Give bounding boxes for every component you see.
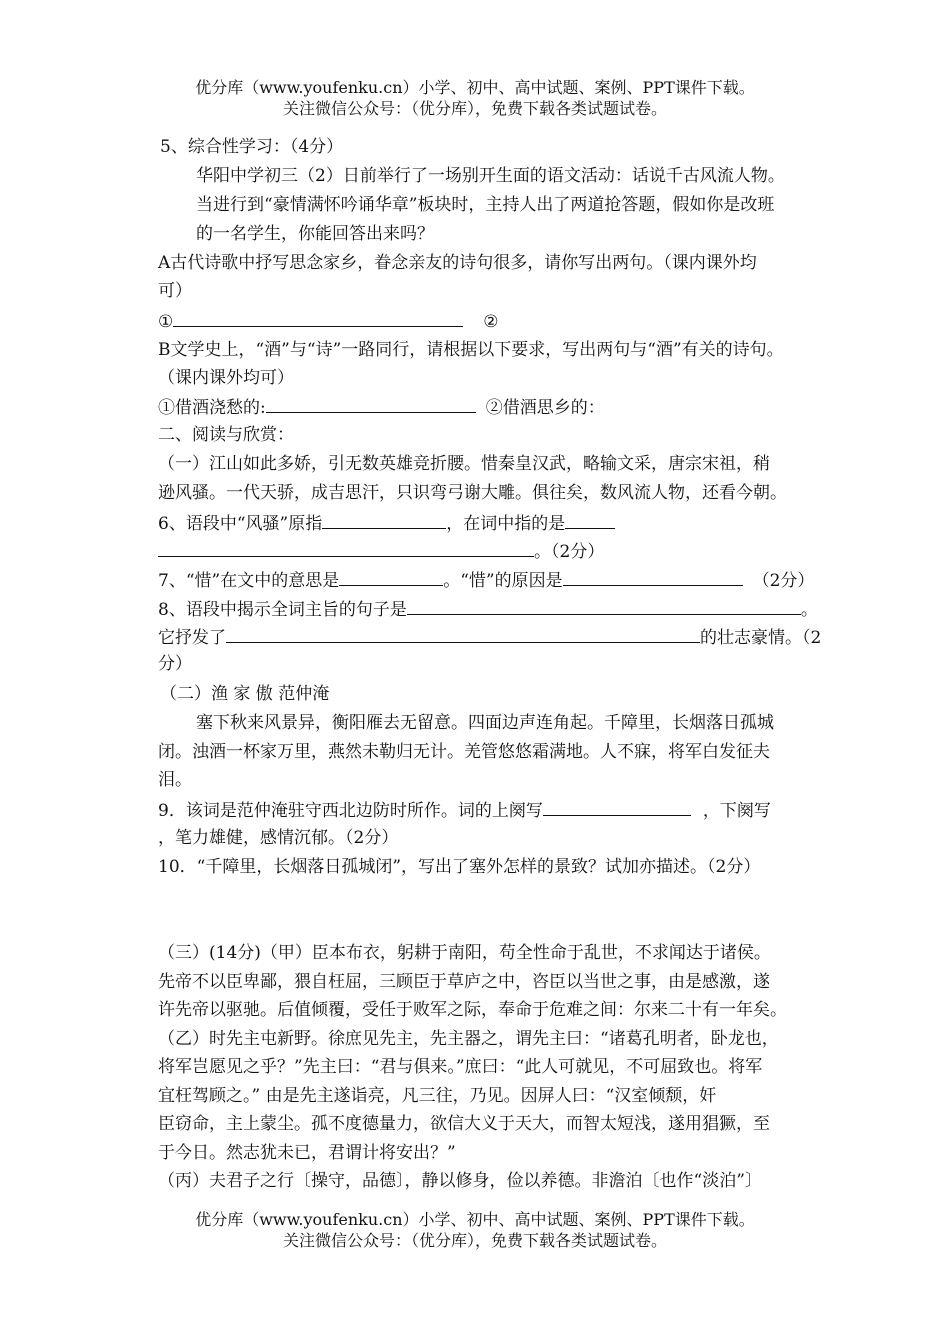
q7-blank-1[interactable]	[339, 567, 443, 586]
q9-row-2: ，笔力雄健，感情沉郁。（2分）	[158, 828, 399, 848]
q6-row	[158, 510, 615, 536]
q5b-label-2: ②借酒思乡的：	[485, 398, 605, 418]
part-3-line-9: （丙）夫君子之行〔操守，品德〕，静以修身，俭以养德。非澹泊〔也作“淡泊”〕	[158, 1171, 762, 1191]
q5a-blank-1[interactable]	[173, 308, 463, 327]
q5b-answer-row	[158, 394, 605, 420]
q6-prompt-2: ，在词中指的是	[446, 514, 566, 534]
q5a-line-2: 可）	[158, 281, 192, 301]
footer-line-1: 优分库（www.youfenku.cn）小学、初中、高中试题、案例、PPT课件下载。	[195, 1210, 755, 1229]
q6-blank-2[interactable]	[565, 510, 615, 529]
part-3-line-8: 于今日。然志犹未已，君谓计将安出？”	[158, 1143, 456, 1163]
q7-points: （2分）	[752, 571, 815, 591]
q8-points: 分）	[158, 654, 192, 674]
q10-prompt: 10．“千障里，长烟落日孤城闭”，写出了塞外怎样的景致？试加亦描述。（2分）	[158, 857, 761, 877]
q8-row-2	[158, 624, 821, 650]
q8-prompt-2: 它抒发了	[158, 628, 226, 648]
q9-row	[158, 797, 771, 823]
q8-row	[158, 596, 818, 622]
q6-prompt: 6、语段中“风骚”原指	[158, 514, 323, 534]
part-3-line-2: 先帝不以臣卑鄙，猥自枉屈，三顾臣于草庐之中，咨臣以当世之事，由是感激，遂	[158, 972, 770, 992]
q5-intro-line-3: 的一名学生，你能回答出来吗？	[196, 224, 434, 244]
section-2-title: 二、阅读与欣赏：	[158, 425, 294, 445]
part-3-line-4: （乙）时先主屯新野。徐庶见先主，先主器之，谓先主曰：“诸葛孔明者，卧龙也，	[158, 1029, 779, 1049]
q5a-answer-row	[158, 308, 499, 334]
part-3-line-1: （三）(14分)（甲）臣本布衣，躬耕于南阳，苟全性命于乱世，不求闻达于诸侯。	[158, 943, 771, 963]
q6-blank-1[interactable]	[322, 510, 446, 529]
q6-row-2	[158, 538, 604, 564]
q8-blank-2[interactable]	[226, 624, 700, 643]
header-line-1: 优分库（www.youfenku.cn）小学、初中、高中试题、案例、PPT课件下载。	[195, 78, 755, 97]
q5-intro-line-2: 当进行到“豪情满怀吟诵华章”板块时，主持人出了两道抢答题，假如你是改班	[196, 195, 775, 215]
q5-intro-line-1: 华阳中学初三（2）日前举行了一场别开生面的语文活动：话说千古风流人物。	[196, 166, 785, 186]
q7-blank-2[interactable]	[563, 567, 743, 586]
q5-title: 5、综合性学习：（4分）	[160, 137, 344, 157]
q7-prompt-2: 。“惜”的原因是	[443, 571, 563, 591]
passage-2-line-2: 闭。浊酒一杯家万里，燕然未勒归无计。羌管悠悠霜满地。人不寐，将军白发征夫	[158, 742, 770, 762]
q5b-label-1: ①借酒浇愁的:	[158, 398, 266, 418]
q5b-line-2: （课内课外均可）	[158, 368, 294, 388]
passage-2-line-1: 塞下秋来风景异，衡阳雁去无留意。四面边声连角起。千障里，长烟落日孤城	[196, 713, 774, 733]
q7-row	[158, 567, 814, 593]
part-3-line-3: 许先帝以驱驰。后值倾覆，受任于败军之际，奉命于危难之间：尔来二十有一年矣。	[158, 1000, 787, 1020]
passage-2-title: （二）渔 家 傲 范仲淹	[160, 684, 330, 704]
q8-blank-1[interactable]	[407, 596, 801, 615]
passage-1-line-1: （一）江山如此多娇，引无数英雄竞折腰。惜秦皇汉武，略输文采，唐宗宋祖，稍	[158, 454, 770, 474]
passage-2-line-3: 泪。	[158, 770, 192, 790]
q9-prompt-2: ，下阕写	[702, 801, 771, 821]
header-line-2: 关注微信公众号：（优分库），免费下载各类试题试卷。	[282, 99, 667, 118]
part-3-line-7: 臣窃命，主上蒙尘。孤不度德量力，欲信大义于天大，而智太短浅，遂用猖獗，至	[158, 1114, 770, 1134]
footer-line-2: 关注微信公众号：（优分库），免费下载各类试题试卷。	[282, 1231, 667, 1250]
q5a-marker-1: ①	[158, 312, 174, 332]
part-3-line-6: 宜枉驾顾之。” 由是先主遂诣亮，凡三往，乃见。因屏人曰：“汉室倾颓，奸	[158, 1086, 717, 1106]
q5a-line-1: A古代诗歌中抒写思念家乡，眷念亲友的诗句很多，请你写出两句。（课内课外均	[158, 253, 757, 273]
q8-prompt: 8、语段中揭示全词主旨的句子是	[158, 600, 407, 620]
q5a-marker-2: ②	[483, 312, 499, 332]
q5b-blank-1[interactable]	[266, 394, 476, 413]
q6-blank-3[interactable]	[158, 538, 534, 557]
q9-blank-1[interactable]	[543, 797, 691, 816]
part-3-line-5: 将军岂愿见之乎？”先主曰：“君与俱来。”庶曰：“此人可就见，不可屈致也。将军	[158, 1057, 763, 1077]
passage-1-line-2: 逊风骚。一代天骄，成吉思汗，只识弯弓谢大雕。俱往矣，数风流人物，还看今朝。	[158, 483, 787, 503]
q9-prompt: 9．该词是范仲淹驻守西北边防时所作。词的上阕写	[158, 801, 543, 821]
q6-points: 。（2分）	[534, 542, 605, 562]
q5b-line-1: B文学史上，“酒”与“诗”一路同行，请根据以下要求，写出两句与“酒”有关的诗句。	[158, 340, 784, 360]
q7-prompt: 7、“惜”在文中的意思是	[158, 571, 340, 591]
q8-prompt-3: 的壮志豪情。（2	[700, 628, 822, 648]
q8-period: 。	[800, 600, 818, 620]
